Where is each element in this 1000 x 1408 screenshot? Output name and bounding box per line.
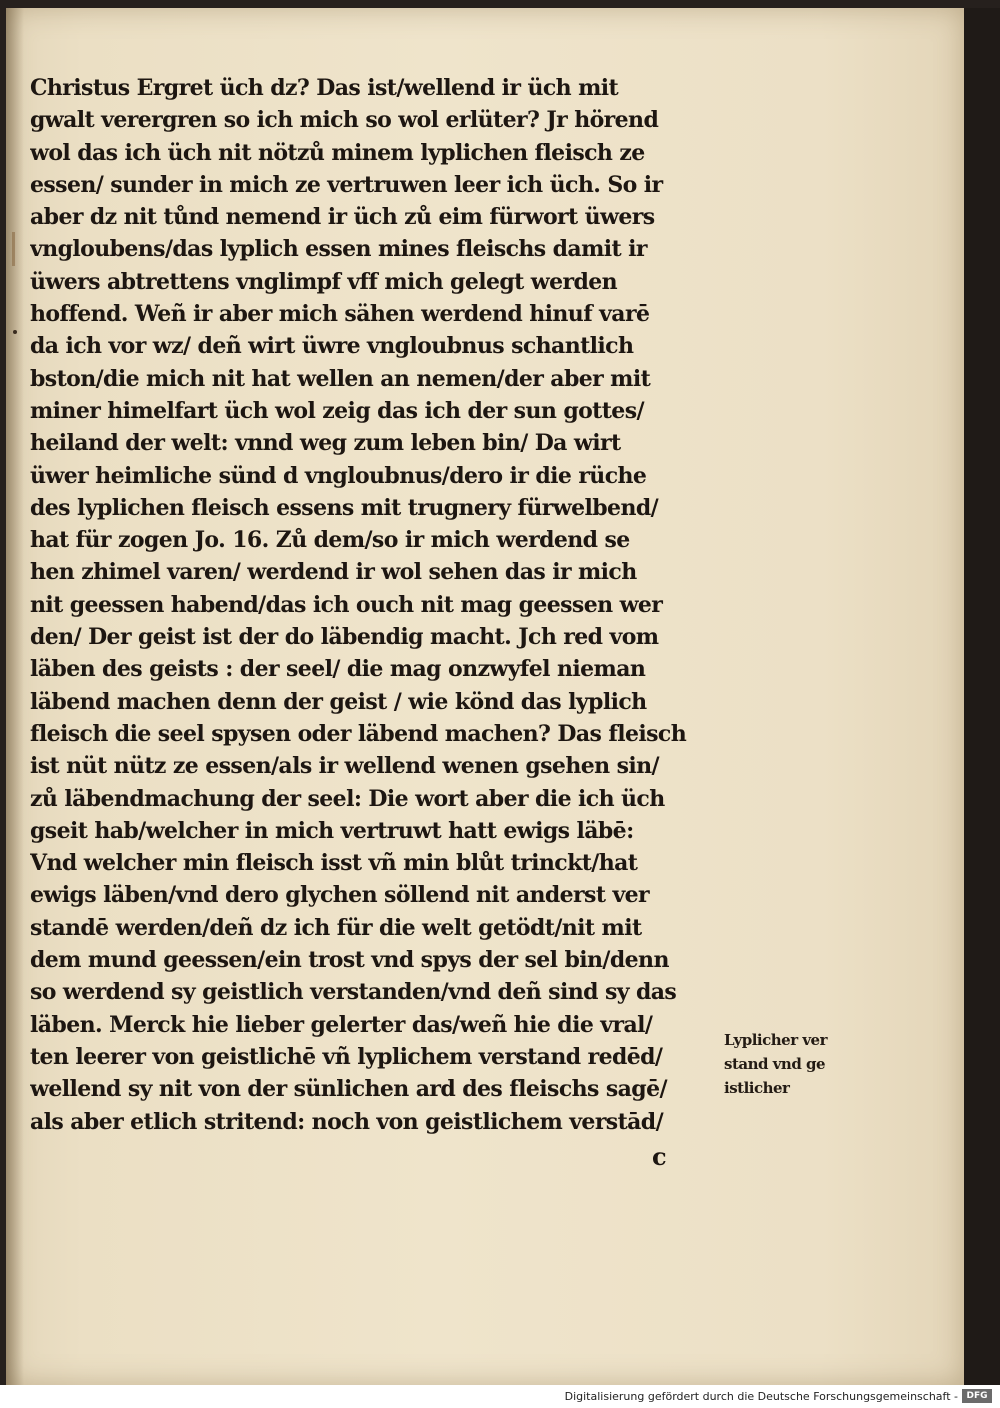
text-line: da ich vor wz/ deñ wirt üwre vngloubnus schantlich [30, 333, 634, 360]
text-line: den/ Der geist ist der do läbendig macht. Jch red vom [30, 624, 659, 651]
text-line: Christus Ergret üch dz? Das ist/wellend ir üch mit [30, 75, 619, 101]
text-line: ten leerer von geistlichē vñ lyplichem verstand redēd/ [30, 1043, 663, 1070]
text-line: hat für zogen Jo. 16. Zů dem/so ir mich werdend se [30, 527, 630, 554]
text-line: als aber etlich stritend: noch von geistlichem verstād/ [30, 1108, 664, 1135]
text-line: üwer heimliche sünd d vngloubnus/dero ir die rüche [30, 462, 647, 489]
text-line: vngloubens/das lyplich essen mines fleischs damit ir [30, 236, 647, 263]
text-line: miner himelfart üch wol zeig das ich der sun gottes/ [30, 397, 644, 424]
text-line: läben. Merck hie lieber gelerter das/weñ hie die vral/ [30, 1011, 653, 1038]
marginal-note [724, 1028, 839, 1100]
text-line: hen zhimel varen/ werdend ir wol sehen das ir mich [30, 559, 637, 586]
signature-mark: c [652, 1142, 667, 1171]
text-line: ist nüt nütz ze essen/als ir wellend wenen gsehen sin/ [30, 753, 659, 780]
text-line: aber dz nit tůnd nemend ir üch zů eim fürwort üwers [30, 204, 655, 231]
text-line: heiland der welt: vnnd weg zum leben bin/ Da wirt [30, 430, 621, 457]
margin-ink-mark [12, 232, 15, 266]
marginal-note-line: istlicher [724, 1079, 790, 1097]
text-line: wellend sy nit von der sünlichen ard des fleischs sagē/ [30, 1076, 667, 1103]
text-line: des lyplichen fleisch essens mit trugnery fürwelbend/ [30, 494, 659, 521]
text-line: fleisch die seel spysen oder läbend machen? Das fleisch [30, 720, 687, 747]
text-line: üwers abtrettens vnglimpf vff mich gelegt werden [30, 268, 618, 295]
text-line: zů läbendmachung der seel: Die wort aber die ich üch [30, 785, 665, 812]
text-line: standē werden/deñ dz ich für die welt getödt/nit mit [30, 914, 642, 941]
text-line: gwalt verergren so ich mich so wol erlüter? Jr hörend [30, 107, 659, 134]
text-line: so werdend sy geistlich verstanden/vnd deñ sind sy das [30, 979, 677, 1006]
text-line: nit geessen habend/das ich ouch nit mag geessen wer [30, 591, 663, 618]
text-line: gseit hab/welcher in mich vertruwt hatt ewigs läbē: [30, 817, 634, 844]
text-line: bston/die mich nit hat wellen an nemen/der aber mit [30, 365, 651, 392]
text-line: hoffend. Weñ ir aber mich sähen werdend hinuf varē [30, 301, 650, 328]
footer-bar [0, 1385, 1000, 1408]
text-line: Vnd welcher min fleisch isst vñ min blůt trinckt/hat [30, 850, 638, 877]
page-edge-shadow [964, 8, 1000, 1385]
text-line: läben des geists : der seel/ die mag onzwyfel nieman [30, 656, 646, 683]
text-line: läbend machen denn der geist / wie könd das lyplich [30, 688, 647, 715]
funding-credit: Digitalisierung gefördert durch die Deutsche Forschungsgemeinschaft - [564, 1390, 958, 1403]
dfg-logo: DFG [962, 1389, 992, 1403]
text-line: ewigs läben/vnd dero glychen söllend nit anderst ver [30, 882, 650, 909]
marginal-note-line: Lyplicher ver [724, 1031, 827, 1049]
text-line: essen/ sunder in mich ze vertruwen leer ich üch. So ir [30, 171, 663, 198]
text-line: dem mund geessen/ein trost vnd spys der sel bin/denn [30, 947, 669, 974]
margin-ink-dot [13, 330, 17, 334]
text-line: wol das ich üch nit nötzů minem lyplichen fleisch ze [30, 139, 645, 166]
body-text [30, 72, 715, 1138]
marginal-note-line: stand vnd ge [724, 1055, 826, 1073]
